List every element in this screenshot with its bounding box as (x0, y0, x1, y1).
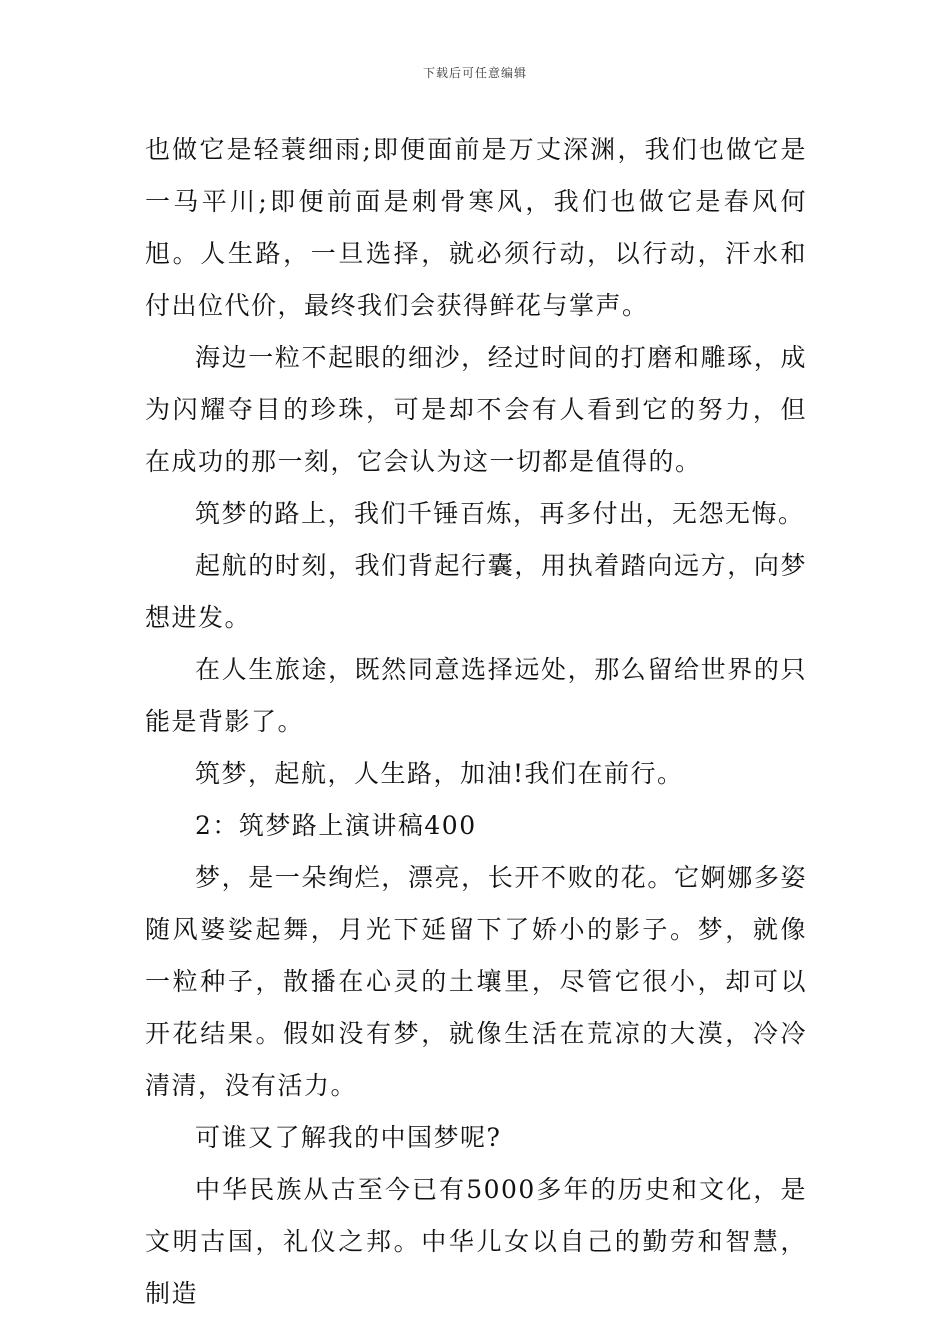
document-body (145, 124, 807, 1320)
paragraph-7: 梦，是一朵绚烂，漂亮，长开不败的花。它婀娜多姿随风婆娑起舞，月光下延留下了娇小的影子。梦，就像一粒种子，散播在心灵的土壤里，尽管它很小，却可以开花结果。假如没有梦，就像生活在荒凉的大漠，冷冷清清，没有活力。 (145, 863, 807, 1100)
paragraph-1: 也做它是轻蓑细雨;即便面前是万丈深渊，我们也做它是一马平川;即便前面是刺骨寒风，我们也做它是春风何旭。人生路，一旦选择，就必须行动，以行动，汗水和付出位代价，最终我们会获得鲜花与掌声。 (145, 135, 807, 320)
section-heading: 2：筑梦路上演讲稿400 (195, 811, 477, 840)
paragraph-5: 在人生旅途，既然同意选择远处，那么留给世界的只能是背影了。 (145, 655, 807, 736)
paragraph-3: 筑梦的路上，我们千锤百炼，再多付出，无怨无悔。 (195, 499, 805, 528)
paragraph-9: 中华民族从古至今已有5000多年的历史和文化，是文明古国，礼仪之邦。中华儿女以自己的勤劳和智慧，制造 (145, 1175, 807, 1308)
paragraph-8: 可谁又了解我的中国梦呢? (195, 1123, 502, 1152)
paragraph-6: 筑梦，起航，人生路，加油!我们在前行。 (195, 759, 684, 788)
paragraph-2: 海边一粒不起眼的细沙，经过时间的打磨和雕琢，成为闪耀夺目的珍珠，可是却不会有人看到它的努力，但在成功的那一刻，它会认为这一切都是值得的。 (145, 343, 807, 476)
page-header: 下载后可任意编辑 (422, 66, 527, 80)
paragraph-4: 起航的时刻，我们背起行囊，用执着踏向远方，向梦想进发。 (145, 551, 807, 632)
